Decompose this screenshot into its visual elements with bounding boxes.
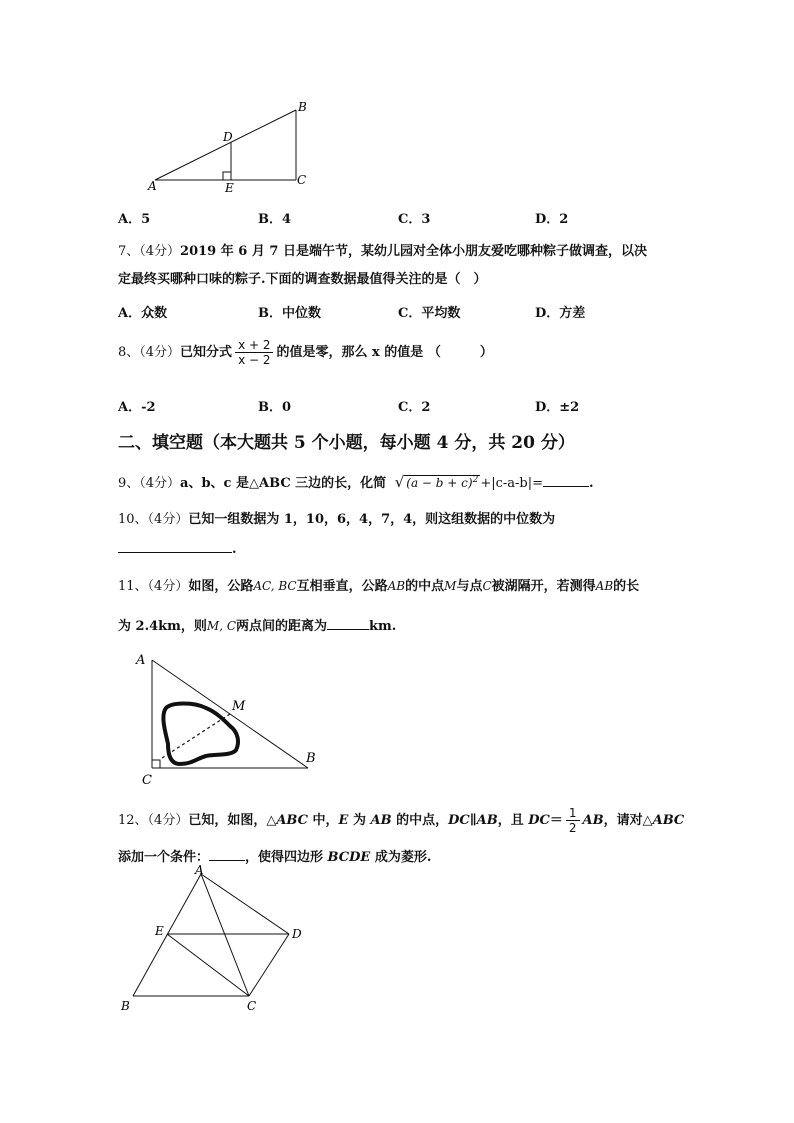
fraction-numerator: 1 xyxy=(566,806,580,821)
variable: ABC xyxy=(276,813,308,828)
fraction-denominator: 2 xyxy=(568,821,577,835)
question-10-answer-line xyxy=(118,540,237,557)
question-11-line-2 xyxy=(118,615,396,634)
fraction-numerator: x + 2 xyxy=(235,338,273,353)
q6-option-a: A．5 xyxy=(118,212,151,227)
answer-blank[interactable] xyxy=(209,848,245,861)
fraction xyxy=(566,806,580,835)
question-8 xyxy=(118,338,493,367)
variable: AB xyxy=(582,813,604,828)
text: 如图，公路 xyxy=(188,579,254,594)
q7-option-c: C．平均数 xyxy=(398,306,461,321)
variable: C xyxy=(482,579,492,593)
variable: DC xyxy=(528,813,550,828)
question-text: 2019 年 6 月 7 日是端午节，某幼儿园对全体小朋友爱吃哪种粽子做调查，以决 xyxy=(180,244,647,259)
label-a: A xyxy=(148,179,157,193)
question-7-line-1 xyxy=(118,240,647,259)
text: 两点间的距离为 xyxy=(236,619,328,634)
label-e: E xyxy=(225,181,234,194)
radical-sign-icon: √ xyxy=(394,473,405,491)
q7-option-b: B．中位数 xyxy=(258,306,321,321)
text: 被湖隔开，若测得 xyxy=(491,579,596,594)
label-e: E xyxy=(155,924,164,938)
question-text: 已知分式 xyxy=(180,345,233,360)
fraction-denominator: x − 2 xyxy=(238,353,271,367)
radicand-expression: (a − b + c) xyxy=(406,476,473,490)
period: . xyxy=(589,476,594,491)
variable: BCDE xyxy=(327,850,371,865)
label-b: B xyxy=(306,751,316,766)
q7-option-a: A．众数 xyxy=(118,306,168,321)
question-10 xyxy=(118,508,555,527)
label-c: C xyxy=(142,773,152,786)
text: 的中点 xyxy=(405,579,445,594)
section-heading: 二、填空题（本大题共 5 个小题，每小题 4 分，共 20 分） xyxy=(118,433,575,453)
answer-blank[interactable] xyxy=(543,474,589,487)
variable: ABC xyxy=(652,813,685,828)
q8-option-a: A．-2 xyxy=(118,400,156,415)
text: 与点 xyxy=(456,579,483,594)
text: ，且 xyxy=(497,813,529,828)
variable: AC, BC xyxy=(253,579,297,593)
figure-q6-triangle xyxy=(140,98,315,194)
q8-option-d: D．±2 xyxy=(535,400,580,415)
label-a: A xyxy=(136,653,146,668)
text: 已知，如图，△ xyxy=(188,813,277,828)
label-b: B xyxy=(121,999,130,1013)
text: ，使得四边形 xyxy=(245,850,328,865)
question-number: 11、（4分） xyxy=(118,579,189,594)
question-number: 10、（4分） xyxy=(118,512,189,527)
equals-sign: ＝ xyxy=(549,813,563,828)
label-m: M xyxy=(232,699,246,714)
answer-blank[interactable] xyxy=(327,617,369,630)
variable: AB xyxy=(387,579,406,593)
q6-option-c: C．3 xyxy=(398,212,431,227)
label-c: C xyxy=(247,999,257,1013)
variable: M, C xyxy=(206,619,237,633)
variable: AB xyxy=(595,579,614,593)
question-text: 已知一组数据为 1，10，6，4，7，4，则这组数据的中位数为 xyxy=(188,512,556,527)
question-number: 12、（4分） xyxy=(118,813,189,828)
q8-option-b: B．0 xyxy=(258,400,292,415)
question-number: 7、（4分） xyxy=(118,244,181,259)
square-root xyxy=(395,473,481,491)
variable: M xyxy=(444,579,457,593)
q6-option-d: D．2 xyxy=(535,212,569,227)
label-b: B xyxy=(298,100,307,114)
answer-blank[interactable] xyxy=(118,540,232,553)
parallel-symbol: ∥ xyxy=(469,813,477,828)
question-9 xyxy=(118,472,594,491)
period: . xyxy=(232,542,237,557)
text: 的长 xyxy=(613,579,640,594)
text: 为 xyxy=(348,813,371,828)
text: 互相垂直，公路 xyxy=(296,579,388,594)
label-c: C xyxy=(297,173,307,187)
text: 的中点， xyxy=(391,813,449,828)
question-11-line-1 xyxy=(118,575,639,594)
figure-q11-lake xyxy=(132,646,332,786)
text: ，请对△ xyxy=(603,813,653,828)
exponent: 2 xyxy=(472,475,479,485)
variable: DC xyxy=(448,813,470,828)
q8-option-c: C．2 xyxy=(398,400,431,415)
question-number: 9、（4分） xyxy=(118,476,181,491)
question-number: 8、（4分） xyxy=(118,345,181,360)
text: km. xyxy=(369,619,397,634)
q6-option-b: B．4 xyxy=(258,212,292,227)
question-text-end: 的值是零，那么 x 的值是 （ ） xyxy=(276,345,493,360)
label-a: A xyxy=(195,863,204,877)
variable: AB xyxy=(476,813,498,828)
question-7-line-2: 定最终买哪种口味的粽子.下面的调查数据最值得关注的是（ ） xyxy=(118,272,487,287)
variable: AB xyxy=(370,813,392,828)
text: 中， xyxy=(308,813,339,828)
figure-q12-rhombus xyxy=(115,862,315,1014)
radicand xyxy=(404,475,480,490)
question-12-line-1 xyxy=(118,806,684,835)
text: 添加一个条件： xyxy=(118,850,210,865)
text: 成为菱形. xyxy=(370,850,432,865)
label-d: D xyxy=(292,927,302,941)
question-text: a、b、c 是△ABC 三边的长，化简 xyxy=(180,476,387,491)
variable: E xyxy=(338,813,349,828)
text: 为 2.4km，则 xyxy=(118,619,207,634)
q7-option-d: D．方差 xyxy=(535,306,586,321)
fraction xyxy=(235,338,273,367)
label-d: D xyxy=(223,130,233,144)
question-text-abs: +|c-a-b|= xyxy=(480,476,543,491)
